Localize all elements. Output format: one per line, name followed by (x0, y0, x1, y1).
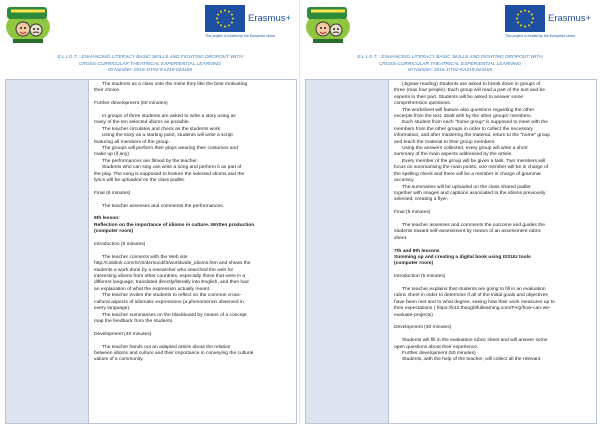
text-line: Introduction (5 minutes) (94, 242, 146, 248)
text-line: The performances are filmed by the teacher. (102, 158, 198, 164)
lesson-table (305, 79, 597, 424)
text-line: students toward self-assessment by means of an assessment rubric (394, 229, 542, 235)
text-line: evaluate-projects) (394, 312, 433, 318)
text-line: many of the ten selected idioms as possible. (94, 120, 190, 126)
section-heading-line: 7th and 8th lessons (394, 248, 440, 254)
text-line: their expectations ( https://k12.thoughtfullearning.com/FAQ/how-can-we- (394, 306, 551, 312)
text-line: Further development (50 minutes) (402, 350, 476, 356)
text-line: between idioms and culture and their importance in conveying the cultural (94, 350, 254, 356)
project-id-line: ID Number: 2016-1IT02-KA219-024165 (408, 68, 492, 73)
project-title-line-1: E.L.I.O.T. : ENHANCING LITERACY BASIC SKILLS AND FIGHTING DROPOUT WITH (57, 55, 243, 60)
text-line: Development (40 minutes) (94, 331, 152, 337)
text-line: The teacher summarises on the blackboard by means of a concept (102, 312, 247, 318)
text-line: interesting idioms from other countries, especially those that were in a (94, 274, 246, 280)
text-line: Using the story as a starting point, students will write a script (102, 133, 233, 139)
page-header (0, 0, 299, 86)
table-content-column (89, 80, 296, 423)
text-line: every language). (94, 306, 131, 312)
eliot-logo-icon (3, 3, 53, 45)
erasmus-label: Erasmus+ (548, 13, 592, 24)
erasmus-label: Erasmus+ (248, 13, 292, 24)
text-line: comprehension questions. (394, 101, 452, 107)
document-page-right (300, 0, 600, 424)
text-line: the play. The song is supposed to feature the selected idioms and the (94, 171, 245, 177)
text-line: have been met and to what degree, seeing how their work measures up to (394, 299, 555, 305)
section-heading-line: Reflection on the importance of idioms in culture. Written production (94, 222, 255, 228)
text-line: The teacher circulates and check as the students work. (102, 126, 222, 132)
text-line: different language, translated directly/literally into English, and then had (94, 280, 249, 286)
text-line: Students will fill in the evaluation rubric sheet and will answer some (402, 338, 548, 344)
table-side-column (306, 80, 389, 423)
lesson-table (5, 79, 297, 424)
text-line: cultural aspects of idiomatic expressions (a phenomenon observed in (94, 299, 244, 305)
text-line: Each student from each "home group" is supposed to meet with the (402, 120, 548, 126)
text-line: http://cobilink.com/SAS/democd/l3/worldwide_idioms.htm and shows the (94, 261, 251, 267)
text-line: Students who can sing can write a song and perform it as part of (102, 165, 242, 171)
text-line: students a work done by a researcher who searched the web for (94, 267, 234, 273)
text-line: an explanation of what the expression actually meant. (94, 286, 211, 292)
text-line: In groups of three students are asked to write a story using as (102, 114, 236, 119)
text-line: The teacher assesses and comments the outcome and guides the (402, 222, 545, 228)
text-line: make up (if any) (94, 152, 130, 158)
text-line: rubric sheet in order to determine if all of the initial goals and objectives (394, 293, 548, 299)
text-line: accuracy. (394, 178, 415, 184)
text-line: the spelling check and there will be a member in charge of grammar (394, 171, 542, 177)
text-line: Further development (60 minutes) (94, 101, 168, 107)
text-line: three (max four people). Each group will read a part of the text and be (394, 88, 545, 94)
text-line: The teacher hands out an adapted article about the relation (102, 344, 231, 350)
text-line: The teacher invites the students to reflect on the common cross- (102, 293, 242, 299)
page-header (300, 0, 600, 86)
text-line: The teacher connects with the Web site (102, 254, 188, 260)
text-line: their choice. (94, 88, 121, 94)
text-line: featuring all members of the group. (94, 139, 170, 145)
section-heading-line: Summing up and creating a digital book using ISSUU tools (394, 254, 531, 260)
project-title-line-2: CROSS-CURRICULAR THEATRICAL EXPERIENTIAL LEARNING (78, 61, 222, 67)
section-heading-line: (computer room) (94, 229, 134, 235)
project-title-line-1: E.L.I.O.T. : ENHANCING LITERACY BASIC SKILLS AND FIGHTING DROPOUT WITH (357, 55, 543, 60)
erasmus-logo (205, 5, 297, 39)
text-line: The teacher explains that students are going to fill in an evaluation (402, 286, 546, 292)
text-line: map the feedback from the students. (94, 318, 174, 324)
text-line: focus on summarising the main points, one member will be in charge of (394, 165, 549, 171)
text-line: Final (8 minutes) (94, 190, 131, 196)
eu-flag-icon (505, 5, 545, 32)
text-line: sheet. (394, 235, 408, 241)
text-line: Students, with the help of the teacher, will collect all the relevant (402, 357, 541, 363)
text-line: Development (30 minutes) (394, 325, 452, 331)
table-content-column (389, 80, 596, 423)
project-id-line: ID Number: 2016-1IT02-KA219-024165 (108, 68, 192, 73)
text-line: information, and after mastering the material, return to the "home" group (394, 133, 550, 139)
project-title-line-2: CROSS-CURRICULAR THEATRICAL EXPERIENTIAL LEARNING (378, 61, 522, 67)
erasmus-logo (505, 5, 597, 39)
text-line: experts in their part. Students will be asked to answer some (394, 94, 524, 100)
text-line: values of a community. (94, 357, 144, 363)
text-line: selected, creating a flyer. (394, 197, 449, 203)
text-line: Final (5 minutes) (394, 210, 431, 216)
text-line: Using the answers collected, every group will write a short (402, 146, 528, 152)
text-line: summary of the main aspects addressed by the article. (394, 152, 513, 158)
text-line: The students as a class vote the mime they like the best motivating (102, 82, 248, 87)
section-heading-line: 6th lesson: (94, 216, 120, 222)
eu-funding-note: This project is funded by the European Union (205, 34, 276, 38)
text-line: The groups will perform their plays wearing their costumes and (102, 146, 238, 152)
text-line: and teach the material to their group members. (394, 139, 496, 145)
eliot-logo-icon (303, 3, 353, 45)
text-line: The teacher assesses and comments the performances. (102, 203, 225, 209)
text-line: (Jigsaw reading) Students are asked to break down in groups of (402, 82, 541, 87)
text-line: excerpts from the text, dealt with by the other groups' members. (394, 114, 532, 120)
text-line: Every member of the group will be given a task. Two members will (402, 158, 546, 164)
text-line: lyrics will be uploaded on the class padlet. (94, 178, 186, 184)
text-line: The worksheet will feature also questions regarding the other (402, 107, 535, 113)
table-side-column (6, 80, 89, 423)
text-line: The summaries will be uploaded on the class shared padlet (402, 184, 531, 190)
text-line: together with images and captions associated to the idioms previously (394, 190, 546, 196)
text-line: Introduction (5 minutes) (394, 274, 446, 280)
section-heading-line: (computer room) (394, 261, 434, 267)
text-line: open questions about their experience. (394, 344, 479, 350)
eu-funding-note: This project is funded by the European Union (505, 34, 576, 38)
eu-flag-icon (205, 5, 245, 32)
text-line: members from the other groups in order to collect the necessary (394, 126, 533, 132)
